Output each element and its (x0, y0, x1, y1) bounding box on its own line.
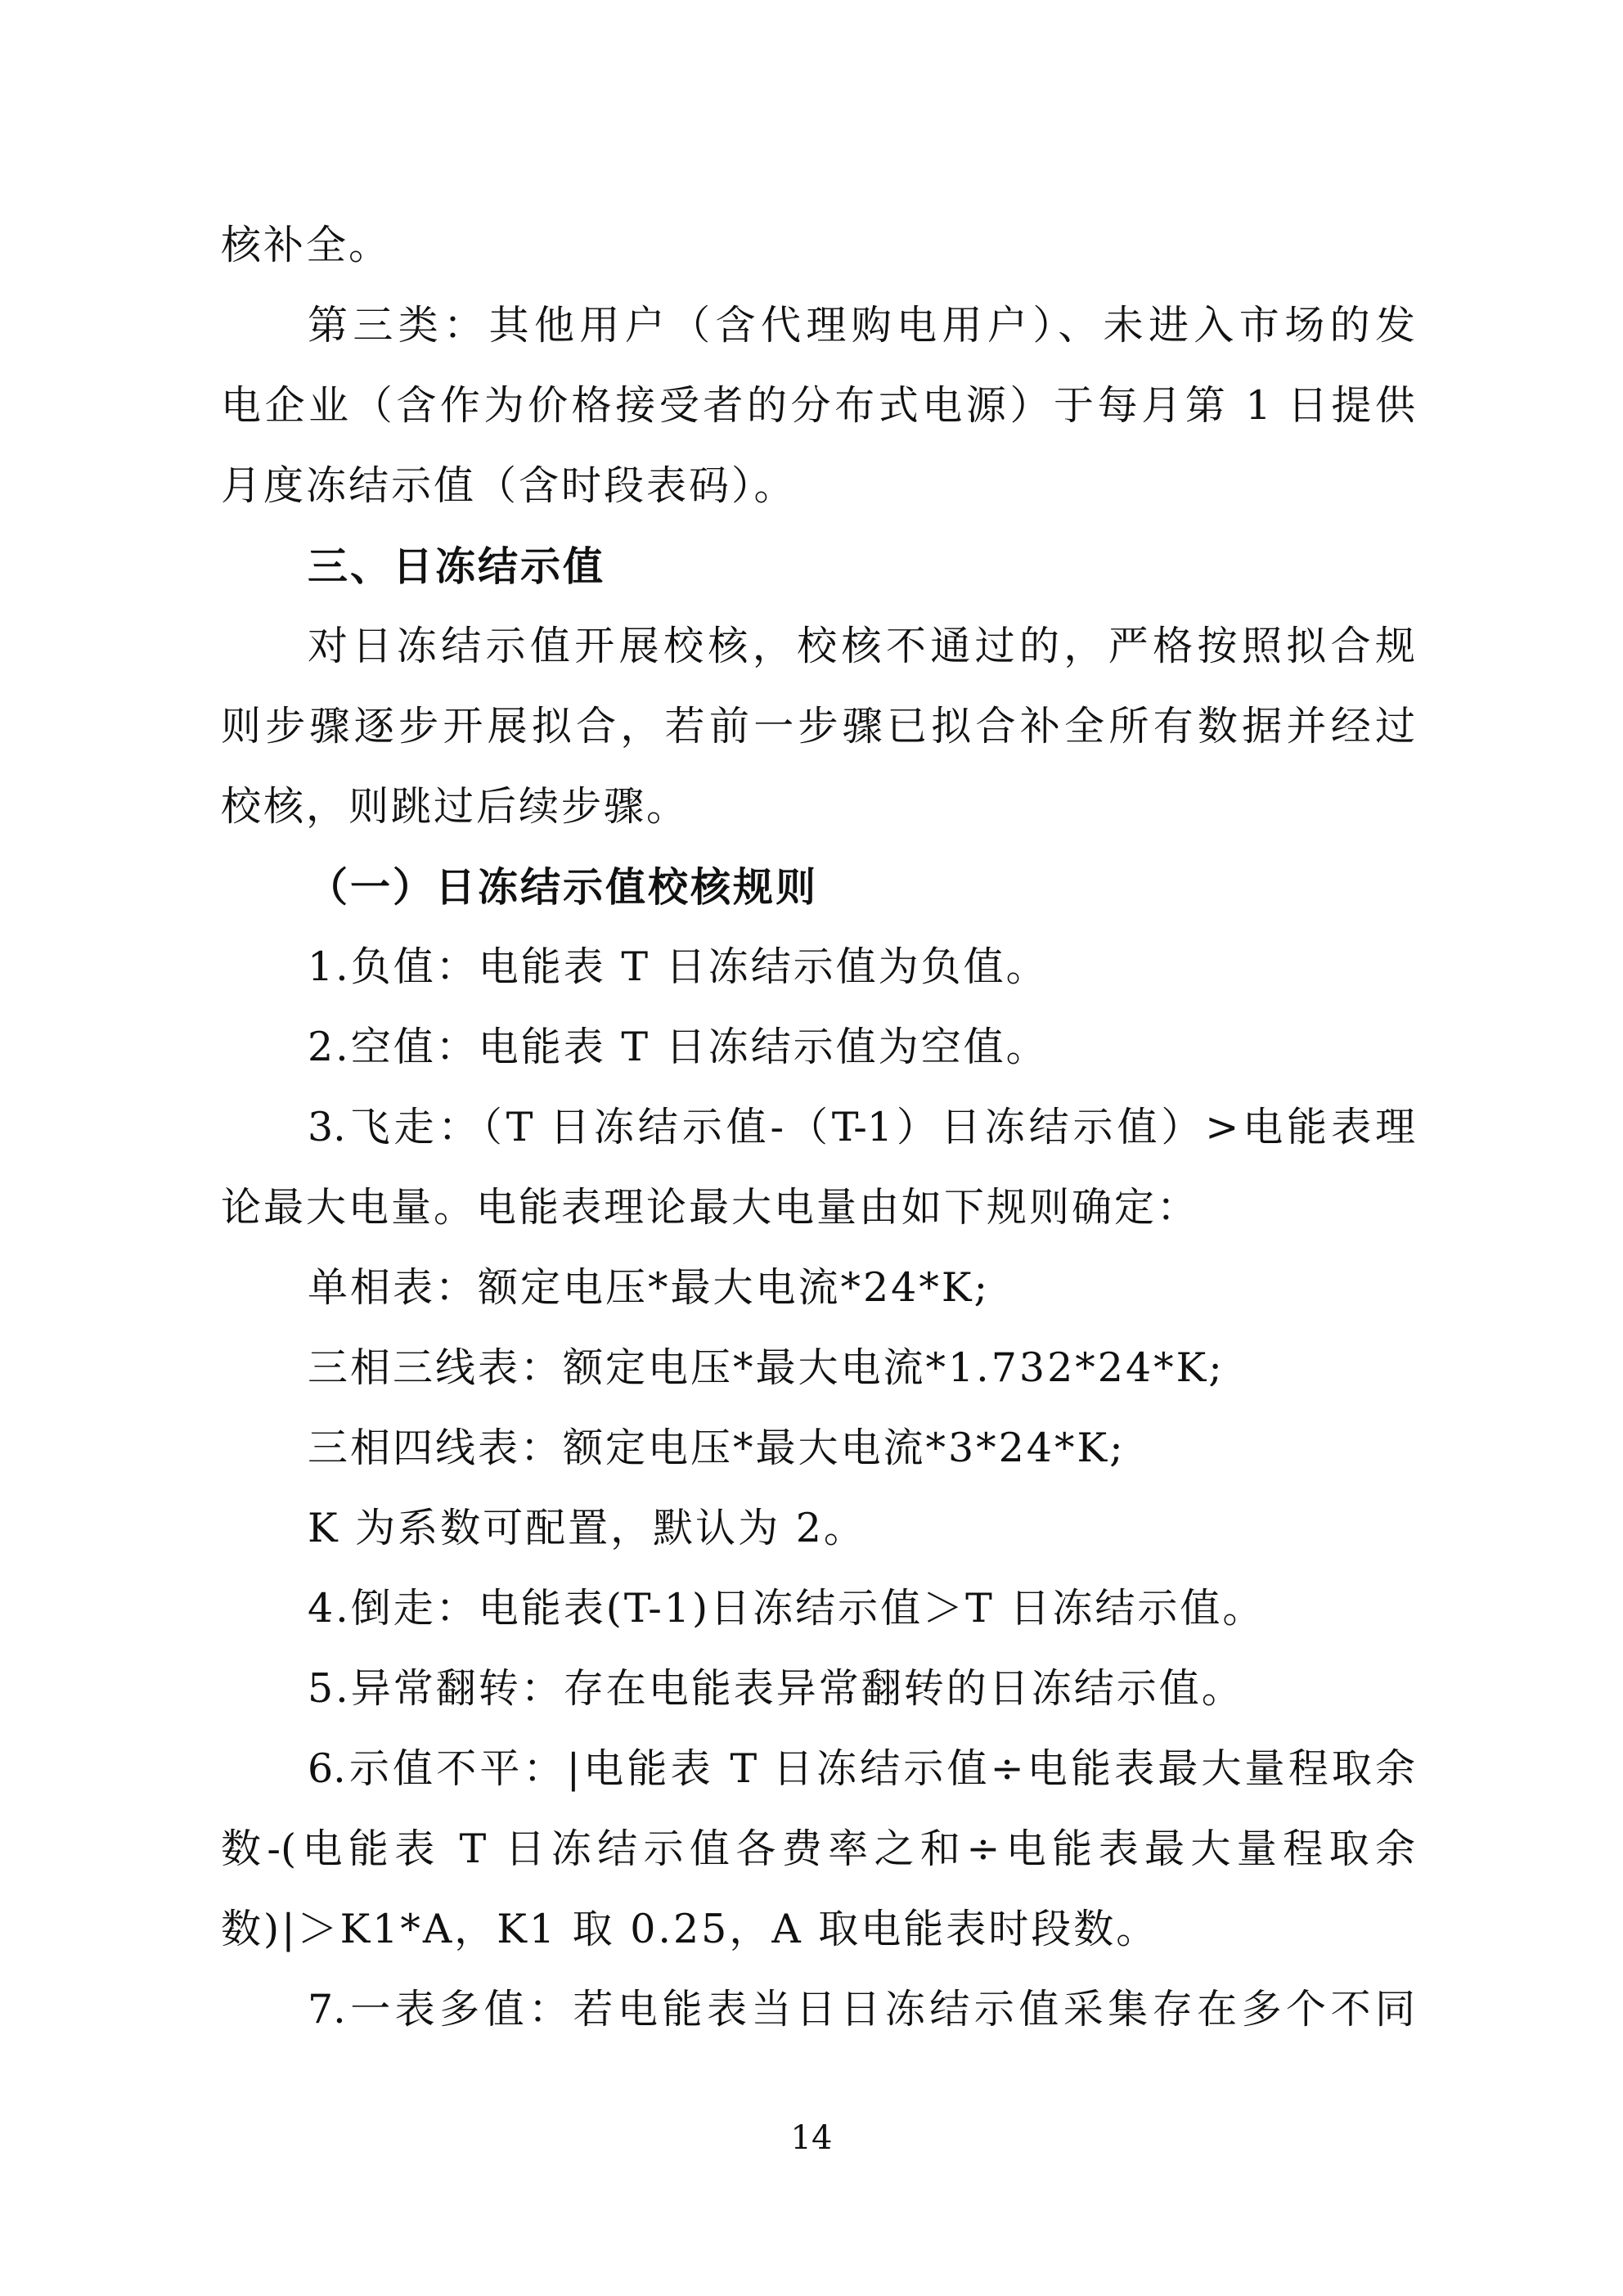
rule-item: 6.示值不平：|电能表 T 日冻结示值÷电能表最大量程取余 (308, 1745, 1415, 1792)
paragraph-line: 对日冻结示值开展校核，校核不通过的，严格按照拟合规 (308, 623, 1415, 669)
formula-line: 三相三线表：额定电压*最大电流*1.732*24*K; (308, 1344, 1225, 1391)
rule-item: 3.飞走：（T 日冻结示值-（T-1）日冻结示值）>电能表理 (308, 1104, 1415, 1150)
rule-item: 5.异常翻转：存在电能表异常翻转的日冻结示值。 (308, 1665, 1244, 1712)
paragraph-line: K 为系数可配置，默认为 2。 (308, 1505, 866, 1551)
rule-item: 1.负值：电能表 T 日冻结示值为负值。 (308, 943, 1049, 990)
paragraph-line: 数-(电能表 T 日冻结示值各费率之和÷电能表最大量程取余 (221, 1826, 1415, 1872)
formula-line: 三相四线表：额定电压*最大电流*3*24*K; (308, 1425, 1126, 1471)
paragraph-line: 核补全。 (221, 222, 392, 268)
paragraph-line: 校核，则跳过后续步骤。 (221, 783, 690, 830)
rule-item: 2.空值：电能表 T 日冻结示值为空值。 (308, 1024, 1049, 1070)
paragraph-line: 数)|＞K1*A，K1 取 0.25，A 取电能表时段数。 (221, 1906, 1159, 1952)
paragraph-line: 第三类：其他用户（含代理购电用户）、未进入市场的发 (308, 302, 1415, 349)
formula-line: 单相表：额定电压*最大电流*24*K; (308, 1264, 990, 1311)
rule-item: 4.倒走：电能表(T-1)日冻结示值＞T 日冻结示值。 (308, 1585, 1266, 1632)
section-heading: 三、日冻结示值 (308, 542, 606, 590)
rule-item: 7.一表多值：若电能表当日日冻结示值采集存在多个不同 (308, 1986, 1415, 2033)
page-number: 14 (790, 2119, 833, 2157)
subsection-heading: （一）日冻结示值校核规则 (308, 863, 819, 911)
paragraph-line: 论最大电量。电能表理论最大电量由如下规则确定： (221, 1184, 1200, 1231)
paragraph-line: 则步骤逐步开展拟合，若前一步骤已拟合补全所有数据并经过 (221, 703, 1415, 750)
paragraph-line: 电企业（含作为价格接受者的分布式电源）于每月第 1 日提供 (221, 382, 1415, 429)
paragraph-line: 月度冻结示值（含时段表码）。 (221, 462, 797, 509)
